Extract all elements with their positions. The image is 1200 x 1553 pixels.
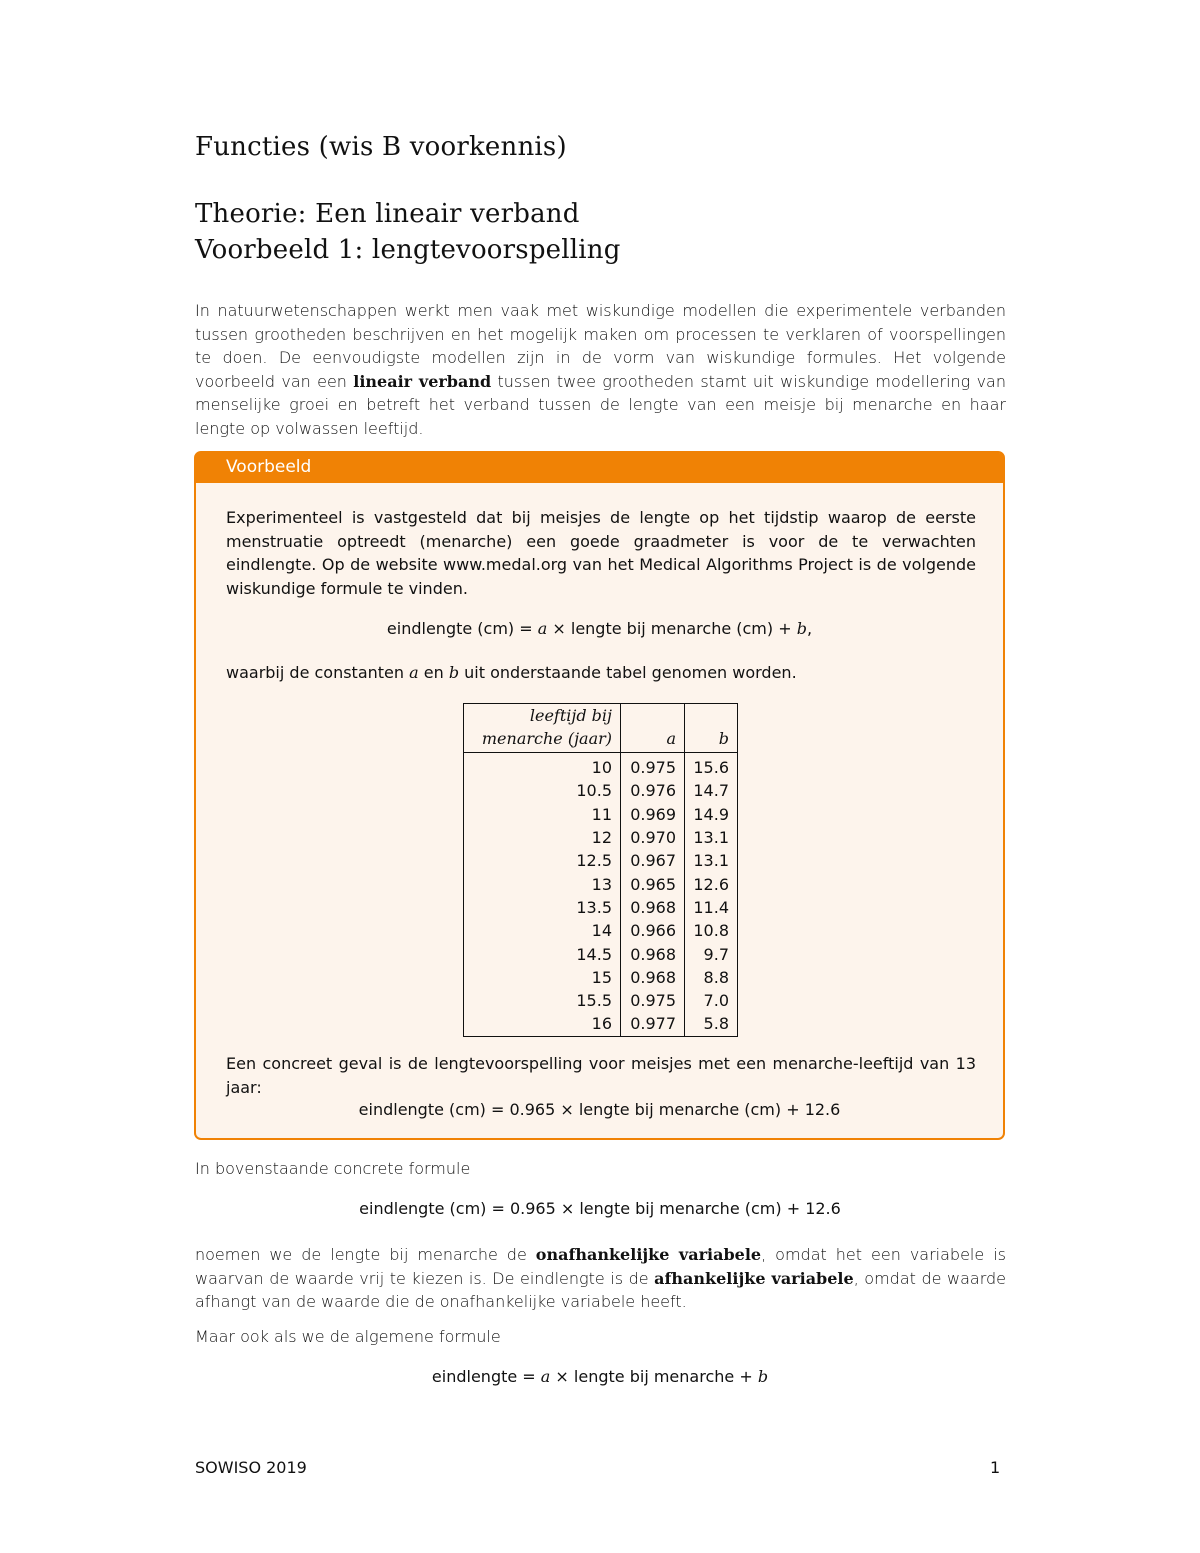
cell-age: 10.5 xyxy=(464,779,621,802)
after-paragraph-3: Maar ook als we de algemene formule xyxy=(195,1327,501,1346)
cell-a: 0.968 xyxy=(621,942,685,965)
cell-age: 13 xyxy=(464,872,621,895)
cell-b: 11.4 xyxy=(685,896,738,919)
document-title: Functies (wis B voorkennis) xyxy=(195,132,567,162)
after-paragraph-1: In bovenstaande concrete formule xyxy=(195,1159,471,1178)
cell-b: 13.1 xyxy=(685,849,738,872)
cell-b: 10.8 xyxy=(685,919,738,942)
header-age-line1: leeftijd bij xyxy=(529,706,612,725)
table-row xyxy=(464,872,738,895)
cell-a: 0.966 xyxy=(621,919,685,942)
variables-text-2: , omdat het een variabele is waarvan de waarde vrij te kiezen is. De eindlengte is de xyxy=(195,1245,1006,1288)
cell-age: 14 xyxy=(464,919,621,942)
table-row xyxy=(464,966,738,989)
general-formula-plain xyxy=(0,1367,1200,1386)
table-row xyxy=(464,803,738,826)
cell-b: 14.9 xyxy=(685,803,738,826)
formula4-lhs: eindlengte = xyxy=(431,1367,541,1386)
table-row xyxy=(464,919,738,942)
cell-a: 0.965 xyxy=(621,872,685,895)
table-row xyxy=(464,942,738,965)
cell-age: 13.5 xyxy=(464,896,621,919)
table-row xyxy=(464,826,738,849)
table-header-row xyxy=(464,704,738,753)
cell-age: 11 xyxy=(464,803,621,826)
example-paragraph-3: Een concreet geval is de lengtevoorspelling voor meisjes met een menarche-leeftijd van 13 jaar: xyxy=(226,1054,976,1097)
concrete-formula: eindlengte (cm) = 0.965 × lengte bij menarche (cm) + 12.6 xyxy=(358,1100,841,1119)
cell-age: 12.5 xyxy=(464,849,621,872)
variables-text-3: , omdat de waarde afhangt van de waarde die de onafhankelijke variabele heeft. xyxy=(195,1268,1006,1311)
table-row xyxy=(464,779,738,802)
para2-var-a: a xyxy=(409,663,419,682)
formula-mid: × lengte bij menarche (cm) + xyxy=(547,619,797,638)
header-a: a xyxy=(621,704,685,753)
intro-bold-term: lineair verband xyxy=(353,371,492,391)
cell-age: 14.5 xyxy=(464,942,621,965)
cell-age: 15.5 xyxy=(464,989,621,1012)
formula-end: , xyxy=(806,619,813,638)
cell-b: 12.6 xyxy=(685,872,738,895)
variables-text-1: noemen we de lengte bij menarche de xyxy=(195,1245,536,1264)
cell-a: 0.977 xyxy=(621,1012,685,1036)
header-age xyxy=(464,704,621,753)
cell-age: 15 xyxy=(464,966,621,989)
cell-b: 8.8 xyxy=(685,966,738,989)
table-row xyxy=(464,989,738,1012)
para2-suffix: uit onderstaande tabel genomen worden. xyxy=(459,663,797,682)
cell-age: 12 xyxy=(464,826,621,849)
formula-var-b: b xyxy=(796,619,807,638)
cell-a: 0.968 xyxy=(621,896,685,919)
constants-table xyxy=(463,703,738,1037)
cell-b: 15.6 xyxy=(685,753,738,780)
cell-b: 14.7 xyxy=(685,779,738,802)
formula4-var-b: b xyxy=(757,1367,769,1386)
example-paragraph-2 xyxy=(226,661,976,685)
cell-a: 0.968 xyxy=(621,966,685,989)
section-heading-example: Voorbeeld 1: lengtevoorspelling xyxy=(195,235,621,265)
example-box-title: Voorbeeld xyxy=(226,457,312,477)
cell-a: 0.969 xyxy=(621,803,685,826)
cell-b: 13.1 xyxy=(685,826,738,849)
para2-mid: en xyxy=(418,663,449,682)
cell-a: 0.967 xyxy=(621,849,685,872)
dependent-variable-term: afhankelijke variabele xyxy=(654,1268,854,1288)
footer-label: SOWISO 2019 xyxy=(195,1458,307,1477)
table-row xyxy=(464,896,738,919)
section-heading-theory: Theorie: Een lineair verband xyxy=(195,199,580,229)
formula4-var-a: a xyxy=(540,1367,551,1386)
table-row xyxy=(464,849,738,872)
intro-paragraph xyxy=(195,299,1006,440)
intro-text-2: tussen twee grootheden stamt uit wiskundige modellering van menselijke groei en betreft het verband tussen de lengte van een meisje bij menarche en haar lengte op volwassen leeftijd. xyxy=(195,371,1006,438)
table-row xyxy=(464,753,738,780)
example-box-header xyxy=(196,453,1003,483)
intro-text-1: In natuurwetenschappen werkt men vaak met wiskundige modellen die experimentele verbanden tussen grootheden beschrijven en het mogelijk maken om processen te verklaren of voorspellingen te doen. De eenvoudigste modellen zijn in de vorm van wiskundige formules. Het volgende voorbeeld van een xyxy=(195,301,1006,391)
formula4-mid: × lengte bij menarche + xyxy=(550,1367,758,1386)
cell-a: 0.975 xyxy=(621,989,685,1012)
independent-variable-term: onafhankelijke variabele xyxy=(535,1245,762,1264)
cell-b: 7.0 xyxy=(685,989,738,1012)
example-paragraph-1: Experimenteel is vastgesteld dat bij meisjes de lengte op het tijdstip waarop de eerste menstruatie optreedt (menarche) een goede graadmeter is voor de te verwachten eindlengte. Op de website www.medal.org van het Medical Algorithms Project is de volgende wiskundige formule te vinden. xyxy=(226,508,976,598)
cell-b: 5.8 xyxy=(685,1012,738,1036)
cell-age: 10 xyxy=(464,753,621,780)
cell-a: 0.975 xyxy=(621,753,685,780)
page-number: 1 xyxy=(990,1458,1001,1477)
concrete-formula-repeat: eindlengte (cm) = 0.965 × lengte bij menarche (cm) + 12.6 xyxy=(359,1199,841,1218)
formula-var-a: a xyxy=(537,619,548,638)
cell-b: 9.7 xyxy=(685,942,738,965)
cell-age: 16 xyxy=(464,1012,621,1036)
para2-prefix: waarbij de constanten xyxy=(226,663,410,682)
cell-a: 0.970 xyxy=(621,826,685,849)
example-box xyxy=(194,451,1005,1140)
header-b: b xyxy=(685,704,738,753)
table-row xyxy=(464,1012,738,1036)
variables-paragraph xyxy=(195,1243,1006,1314)
formula-lhs: eindlengte (cm) = xyxy=(386,619,538,638)
para2-var-b: b xyxy=(448,663,460,682)
cell-a: 0.976 xyxy=(621,779,685,802)
general-formula xyxy=(196,619,1003,638)
header-age-line2: menarche (jaar) xyxy=(481,729,612,748)
